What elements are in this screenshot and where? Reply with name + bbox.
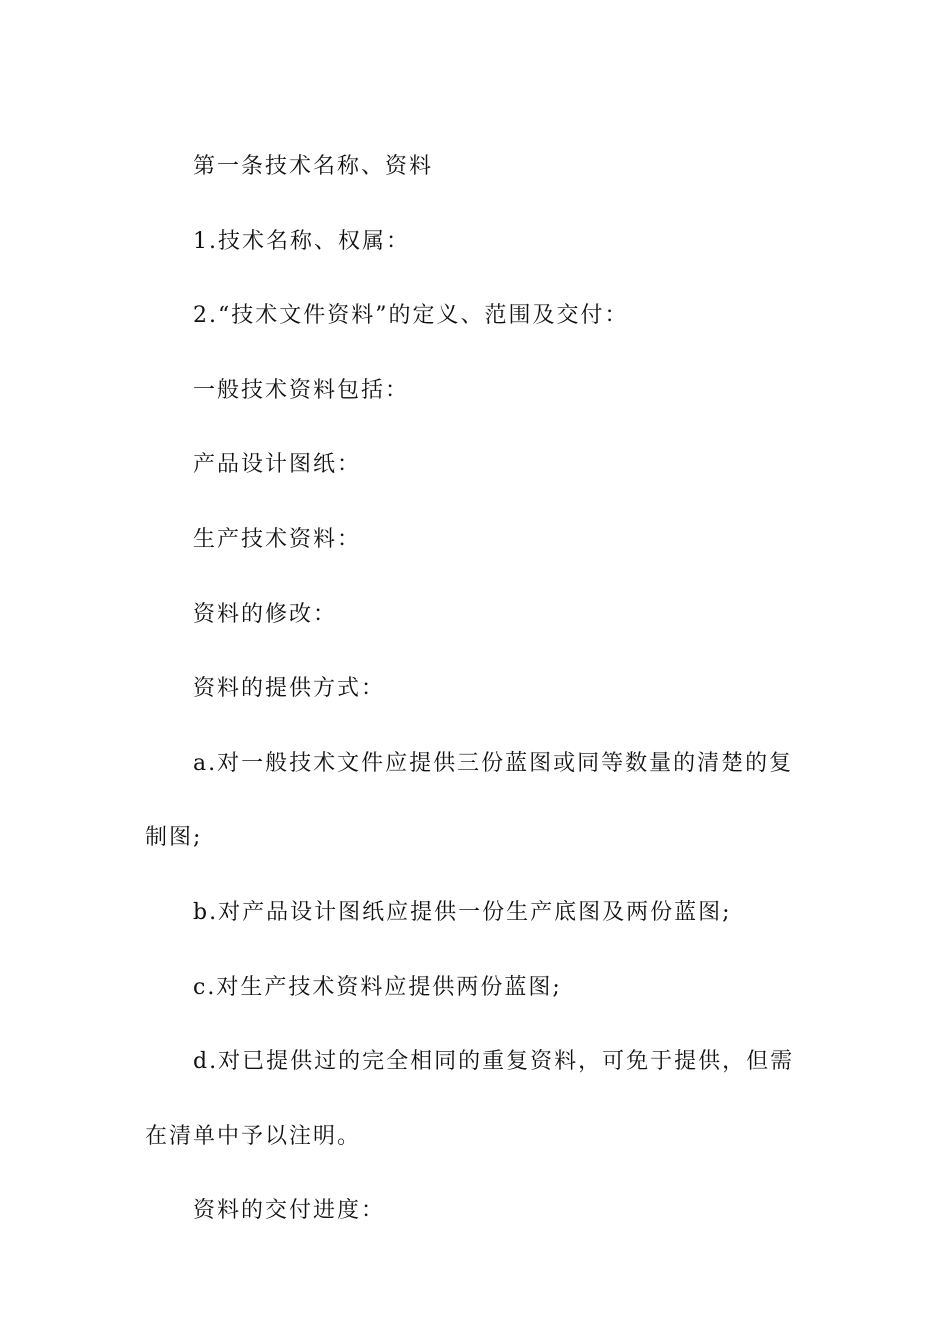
list-item-b: b.对产品设计图纸应提供一份生产底图及两份蓝图; bbox=[193, 899, 732, 925]
paragraph-tech-name: 1.技术名称、权属： bbox=[193, 228, 410, 254]
paragraph-provision-method: 资料的提供方式： bbox=[193, 676, 386, 702]
paragraph-definition: 2.“技术文件资料”的定义、范围及交付： bbox=[193, 303, 629, 329]
paragraph-production-materials: 生产技术资料： bbox=[193, 526, 362, 552]
paragraph-modification: 资料的修改： bbox=[193, 601, 338, 627]
list-item-c: c.对生产技术资料应提供两份蓝图; bbox=[193, 974, 562, 1000]
paragraph-general-materials: 一般技术资料包括： bbox=[193, 377, 410, 403]
list-item-d: d.对已提供过的完全相同的重复资料，可免于提供，但需在清单中予以注明。 bbox=[145, 1049, 795, 1149]
section-heading: 第一条技术名称、资料 bbox=[193, 154, 434, 179]
paragraph-delivery-schedule: 资料的交付进度： bbox=[193, 1198, 386, 1224]
document-body bbox=[145, 130, 810, 1249]
paragraph-design-drawings: 产品设计图纸： bbox=[193, 452, 362, 478]
list-item-a: a.对一般技术文件应提供三份蓝图或同等数量的清楚的复制图; bbox=[145, 750, 794, 851]
